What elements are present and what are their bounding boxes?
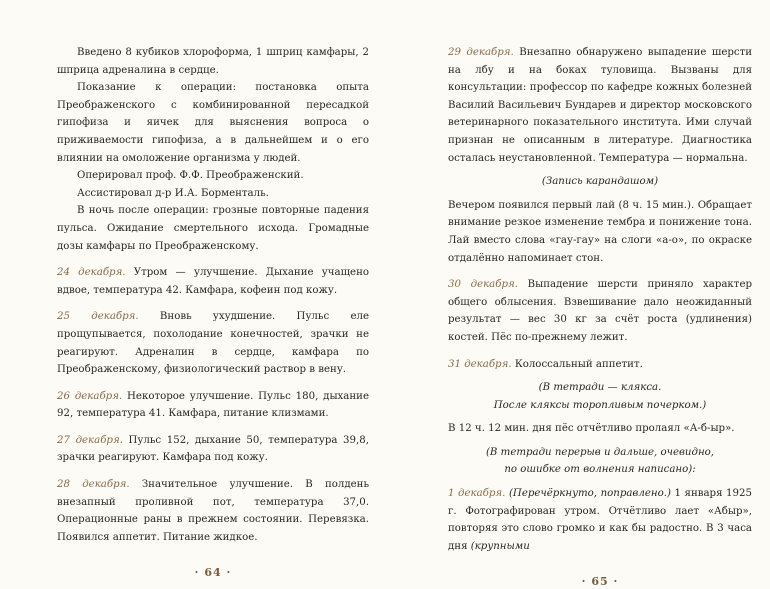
left-page <box>0 0 385 580</box>
editor-note <box>448 379 752 414</box>
entry-date: 28 декабря. <box>57 479 130 491</box>
editor-note: (Запись карандашом) <box>541 176 659 188</box>
diary-entry <box>57 432 369 467</box>
entry-text: Пульс 152, дыхание 50, температура 39,8, зрачки реагируют. Камфара под кожу. <box>57 434 369 464</box>
diary-entry <box>448 276 752 346</box>
note-line: После кляксы торопливым почерком.) <box>493 399 707 411</box>
entry-correction: (Перечёркнуто, поправлено.) <box>505 488 671 500</box>
diary-entry <box>448 44 752 167</box>
diary-entry <box>57 476 369 546</box>
entry-date: 30 декабря. <box>448 279 518 291</box>
entry-date: 26 декабря. <box>57 390 123 402</box>
diary-entry <box>57 308 369 378</box>
paragraph: В ночь после операции: грозные повторные падения пульса. Ожидание смертельного исхода. Громадные дозы камфары по Преображенскому. <box>57 205 369 252</box>
note-line: (В тетради перерыв и дальше, очевидно, <box>485 446 715 458</box>
diary-entry <box>57 264 369 299</box>
note-line: (В тетради — клякса. <box>538 382 662 394</box>
entry-text: Значительное улучшение. В полдень внезапный проливной пот, температура 37,0. Операционные раны в прежнем состоянии. Перевязка. Появился аппетит. Питание жидкое. <box>57 479 369 543</box>
editor-note <box>448 444 752 479</box>
diary-entry <box>448 356 752 374</box>
entry-date: 29 декабря. <box>448 47 514 58</box>
entry-text: Внезапно обнаружено выпадение шерсти на лбу и на боках туловища. Вызваны для консультации: профессор по кафедре кожных болезней Василий Васильевич Бундарев и директор московского ветеринарного показательного института. Ими случай признан не описанным в литературе. Диагностика осталась неустановленной. Температура — нормальна. <box>448 47 753 164</box>
right-text-column <box>448 44 752 589</box>
entry-tail: (крупными <box>470 540 530 552</box>
entry-date: 1 декабря. <box>448 488 506 500</box>
entry-text: Некоторое улучшение. Пульс 180, дыхание 92, температура 41. Камфара, питание клизмами. <box>57 390 369 420</box>
left-text-column <box>57 44 369 580</box>
paragraph: Вечером появился первый лай (8 ч. 15 мин.). Обращает внимание резкое изменение тембра и понижение тона. Лай вместо слова «гау-гау» на слоги «а-о», по окраске отдалённо напоминает стон. <box>448 199 752 264</box>
entry-text: Вновь ухудшение. Пульс еле прощупывается, похолодание конечностей, зрачки не реагируют. Адреналин в сердце, камфара по Преображенскому, физиологический раствор в вену. <box>57 311 369 376</box>
paragraph: Введено 8 кубиков хлороформа, 1 шприц камфары, 2 шприца адреналина в сердце. <box>57 47 369 76</box>
entry-date: 27 декабря. <box>57 434 123 446</box>
page-number: · 64 · <box>194 566 232 580</box>
paragraph: Показание к операции: постановка опыта Преображенского с комбинированной пересадкой гипофиза и яичек для выяснения вопроса о приживаемости гипофиза, а в дальнейшем и о его влиянии на омоложение организма у людей. <box>57 82 369 164</box>
entry-text: 1 января 1925 г. Фотографирован утром. Отчётливо лает «Абыр», повторяя это слово громко и как бы радостно. В 3 часа дня <box>448 488 752 552</box>
paragraph: Оперировал проф. Ф.Ф. Преображенский. <box>77 170 304 182</box>
paragraph: Ассистировал д-р И.А. Борменталь. <box>77 187 269 199</box>
entry-text: Утром — улучшение. Дыхание учащено вдвое, температура 42. Камфара, кофеин под кожу. <box>57 267 369 296</box>
entry-text: Выпадение шерсти приняло характер общего облысения. Взвешивание дало неожиданный результат — вес 30 кг за счёт роста (удлинения) костей. Пёс по-прежнему лежит. <box>448 279 752 343</box>
entry-date: 25 декабря. <box>57 311 139 323</box>
entry-date: 24 декабря. <box>57 267 126 279</box>
diary-entry <box>57 388 369 423</box>
entry-date: 31 декабря. <box>448 358 512 370</box>
note-line: по ошибке от волнения написано): <box>504 464 696 476</box>
entry-text: Колоссальный аппетит. <box>511 358 643 370</box>
diary-entry <box>448 485 752 555</box>
right-page <box>385 0 770 589</box>
paragraph: В 12 ч. 12 мин. дня пёс отчётливо пролаял «А-б-ыр». <box>448 423 735 435</box>
page-number: · 65 · <box>581 575 619 589</box>
